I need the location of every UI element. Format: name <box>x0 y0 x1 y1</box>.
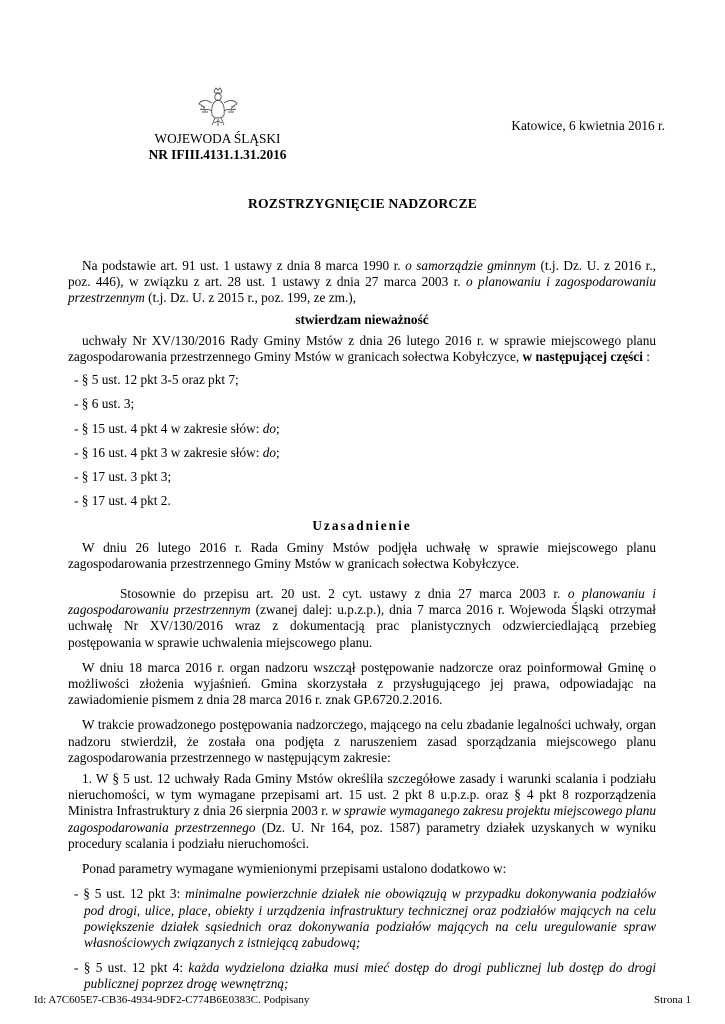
annulled-item: - § 5 ust. 12 pkt 3-5 oraz pkt 7; <box>74 372 239 388</box>
eagle-emblem-icon <box>196 85 240 129</box>
bullet-1: - § 5 ust. 12 pkt 3: minimalne powierzchnie działek nie obowiązują w przypadku dokonywania podziałów pod drogi, ulice, place, obiekty i urządzenia infrastruktury technicznej oraz podziałów mających na celu powiększenie działek sąsiednich oraz dokonywania podziałów mających na celu uregulowanie spraw własnościowych związanych z istniejącą zabudową; <box>74 886 657 950</box>
document-number: NR IFIII.4131.1.31.2016 <box>148 147 287 162</box>
annulled-item: - § 16 ust. 4 pkt 3 w zakresie słów: do; <box>74 444 280 460</box>
annulled-items-list <box>68 372 656 509</box>
paragraph-2: Stosownie do przepisu art. 20 ust. 2 cyt. ustawy z dnia 27 marca 2003 r. o planowaniu i zagospodarowaniu przestrzennym (zwanej dalej: u.p.z.p.), dnia 7 marca 2016 r. Wojewoda Śląski otrzymał uchwałę Nr XV/130/2016 wraz z dokumentacją prac planistycznych odzwierciedlającą przebieg postępowania w sprawie uchwalenia miejscowego planu. <box>68 586 657 650</box>
paragraph-5: 1. W § 5 ust. 12 uchwały Rada Gminy Mstów określiła szczegółowe zasady i warunki scalania i podziału nieruchomości, w tym wymagane przepisami art. 15 ust. 2 pkt 8 u.p.z.p. oraz § 4 pkt 8 rozporządzenia Ministra Infrastruktury z dnia 26 sierpnia 2003 r. w sprawie wymaganego zakresu projektu miejscowego planu zagospodarowania przestrzennego (Dz. U. Nr 164, poz. 1587) parametry działek uzyskanych w wyniku procedury scalania i podziału nieruchomości. <box>68 771 657 851</box>
document-body <box>68 258 656 993</box>
footer-page-number: Strona 1 <box>654 994 691 1006</box>
paragraph-4: W trakcie prowadzonego postępowania nadzorczego, mającego na celu zbadanie legalności uchwały, organ nadzoru stwierdził, że została ona podjęta z naruszeniem zasad sporządzania miejscowego planu zagospodarowania przestrzennego w następującym zakresie: <box>68 717 656 765</box>
annulled-item: - § 17 ust. 4 pkt 2. <box>74 493 171 509</box>
annulled-item: - § 15 ust. 4 pkt 4 w zakresie słów: do; <box>74 420 280 436</box>
document-title: ROZSTRZYGNIĘCIE NADZORCZE <box>248 196 477 211</box>
paragraph-1: W dniu 26 lutego 2016 r. Rada Gminy Mstów podjęła uchwałę w sprawie miejscowego planu zagospodarowania przestrzennego Gminy Mstów w granicach sołectwa Kobyłczyce. <box>68 539 656 571</box>
decision-paragraph: uchwały Nr XV/130/2016 Rady Gminy Mstów z dnia 26 lutego 2016 r. w sprawie miejscowego planu zagospodarowania przestrzennego Gminy Mstów w granicach sołectwa Kobyłczyce, w następującej części : <box>68 332 656 365</box>
decision-heading: stwierdzam nieważność <box>295 311 429 327</box>
intro-paragraph: Na podstawie art. 91 ust. 1 ustawy z dnia 8 marca 1990 r. o samorządzie gminnym (t.j. Dz. U. z 2016 r., poz. 446), w związku z art. 28 ust. 1 ustawy z dnia 27 marca 2003 r. o planowaniu i zagospodarowaniu przestrzennym (t.j. Dz. U. z 2015 r., poz. 199, ze zm.), <box>68 258 656 306</box>
bullet-2: - § 5 ust. 12 pkt 4: każda wydzielona działka musi mieć dostęp do drogi publicznej lub dostęp do drogi publicznej poprzez drogę wewnętrzną; <box>74 960 657 992</box>
paragraph-6: Ponad parametry wymagane wymienionymi przepisami ustalono dodatkowo w: <box>82 861 507 877</box>
justification-heading: Uzasadnienie <box>312 518 412 534</box>
footer-document-id: Id: A7C605E7-CB36-4934-9DF2-C774B6E0383C. Podpisany <box>34 994 310 1006</box>
annulled-item: - § 17 ust. 3 pkt 3; <box>74 469 172 485</box>
authority-name: WOJEWODA ŚLĄSKI <box>154 131 281 146</box>
annulled-item: - § 6 ust. 3; <box>74 396 135 412</box>
document-date: Katowice, 6 kwietnia 2016 r. <box>511 118 665 133</box>
paragraph-3: W dniu 18 marca 2016 r. organ nadzoru wszczął postępowanie nadzorcze oraz poinformował Gminę o możliwości złożenia wyjaśnień. Gmina skorzystała z przysługującego jej prawa, odpowiadając na zawiadomienie pismem z dnia 28 marca 2016 r. znak GP.6720.2.2016. <box>68 659 656 708</box>
